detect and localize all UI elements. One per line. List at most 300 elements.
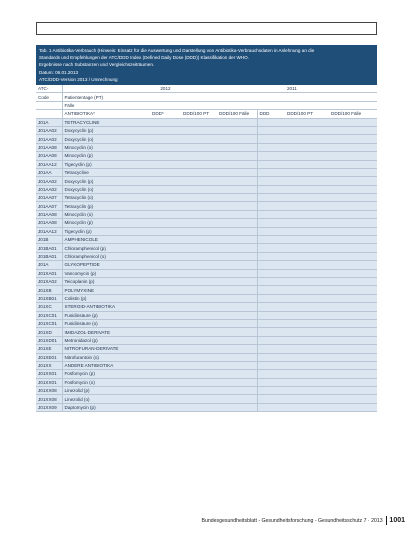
value-cell: [181, 336, 217, 344]
value-cell: [285, 345, 329, 353]
table-row: [36, 328, 377, 336]
value-cell: [257, 387, 285, 395]
atc-code: J01AA08: [36, 152, 62, 160]
value-cell: [257, 361, 285, 369]
substance-name: Doxycyclin (o): [62, 135, 150, 143]
table-row: [36, 210, 377, 218]
table-row: [36, 395, 377, 403]
table-row: [36, 202, 377, 210]
substance-name: Tigecyclin (p): [62, 160, 150, 168]
atc-code: J01XA01: [36, 269, 62, 277]
value-cell: [150, 168, 181, 176]
value-cell: [257, 395, 285, 403]
value-cell: [285, 185, 329, 193]
table-row: [36, 227, 377, 235]
value-cell: [181, 303, 217, 311]
value-cell: [285, 118, 329, 126]
value-cell: [217, 336, 257, 344]
atc-code: J01AA02: [36, 177, 62, 185]
value-cell: [181, 135, 217, 143]
value-cell: [150, 336, 181, 344]
value-cell: [285, 378, 329, 386]
table-row: [36, 403, 377, 411]
value-cell: [217, 210, 257, 218]
value-cell: [285, 210, 329, 218]
value-cell: [257, 168, 285, 176]
value-cell: [150, 286, 181, 294]
value-cell: [329, 168, 377, 176]
value-cell: [257, 236, 285, 244]
value-cell: [285, 278, 329, 286]
value-cell: [150, 219, 181, 227]
value-cell: [257, 311, 285, 319]
substance-name: Fosfomycin (p): [62, 370, 150, 378]
substance-name: POLYMYXINE: [62, 286, 150, 294]
value-cell: [217, 160, 257, 168]
atc-code: J01XC01: [36, 311, 62, 319]
value-cell: [285, 152, 329, 160]
value-cell: [285, 269, 329, 277]
value-cell: [329, 378, 377, 386]
atc-code: J01AA02: [36, 135, 62, 143]
value-cell: [150, 118, 181, 126]
value-cell: [150, 278, 181, 286]
value-cell: [257, 303, 285, 311]
atc-header: ATC-: [36, 85, 62, 93]
value-cell: [217, 244, 257, 252]
table-row: [36, 286, 377, 294]
value-cell: [150, 160, 181, 168]
value-cell: [150, 227, 181, 235]
value-cell: [181, 227, 217, 235]
value-cell: [285, 395, 329, 403]
value-cell: [181, 269, 217, 277]
value-cell: [285, 168, 329, 176]
substance-name: Colistin (p): [62, 294, 150, 302]
substance-name: Tetracycline: [62, 168, 150, 176]
antibiotic-table: [36, 45, 377, 412]
substance-name: Chloramphenicol (o): [62, 252, 150, 260]
value-cell: [181, 168, 217, 176]
table-row: [36, 311, 377, 319]
atc-code: J01AA12: [36, 160, 62, 168]
substance-name: Vancomycin (p): [62, 269, 150, 277]
atc-code: J01XB01: [36, 294, 62, 302]
substance-name: Tetracyclin (p): [62, 202, 150, 210]
value-cell: [257, 261, 285, 269]
ddd-fall-header: DDD/100 Fälle: [217, 110, 257, 118]
value-cell: [285, 403, 329, 411]
year-2011: 2011: [285, 85, 329, 93]
value-cell: [285, 319, 329, 327]
value-cell: [217, 361, 257, 369]
value-cell: [257, 345, 285, 353]
atc-code: J01AA02: [36, 126, 62, 134]
value-cell: [257, 294, 285, 302]
substance-name: Daptomycin (p): [62, 403, 150, 411]
value-cell: [181, 345, 217, 353]
atc-code: J01XE: [36, 345, 62, 353]
value-cell: [181, 319, 217, 327]
value-cell: [257, 353, 285, 361]
value-cell: [285, 336, 329, 344]
value-cell: [257, 177, 285, 185]
value-cell: [329, 118, 377, 126]
value-cell: [285, 286, 329, 294]
value-cell: [181, 160, 217, 168]
atc-code: J01BA01: [36, 252, 62, 260]
value-cell: [329, 387, 377, 395]
value-cell: [150, 261, 181, 269]
atc-code: J01XX09: [36, 403, 62, 411]
value-cell: [181, 278, 217, 286]
value-cell: [257, 336, 285, 344]
table-row: [36, 194, 377, 202]
value-cell: [217, 269, 257, 277]
value-cell: [285, 252, 329, 260]
value-cell: [257, 227, 285, 235]
value-cell: [217, 353, 257, 361]
value-cell: [150, 236, 181, 244]
value-cell: [217, 143, 257, 151]
atc-code: J01A: [36, 261, 62, 269]
substance-name: ANDERE ANTIBIOTIKA: [62, 361, 150, 369]
value-cell: [181, 387, 217, 395]
value-cell: [329, 336, 377, 344]
value-cell: [285, 311, 329, 319]
value-cell: [285, 261, 329, 269]
value-cell: [217, 345, 257, 353]
ddd-header: DDD*: [150, 110, 181, 118]
caption-line: Tab. 1 Antibiotika-Verbrauch (Hinweis: Einsatz für die Auswertung und Darstellung von Antibiotika-Verbrauchsdaten in Anlehnung an die: [39, 48, 315, 53]
value-cell: [217, 387, 257, 395]
header-row-columns: [36, 110, 377, 118]
value-cell: [150, 403, 181, 411]
value-cell: [285, 370, 329, 378]
substance-name: Doxycyclin (o): [62, 185, 150, 193]
substance-name: Minocyclin (p): [62, 152, 150, 160]
value-cell: [150, 210, 181, 218]
value-cell: [329, 227, 377, 235]
atc-code: J01A: [36, 118, 62, 126]
substance-name: STEROID-ANTIBIOTIKA: [62, 303, 150, 311]
substance-name: Doxycyclin (p): [62, 177, 150, 185]
table-grid: [36, 85, 377, 412]
table-row: [36, 353, 377, 361]
value-cell: [181, 294, 217, 302]
caption-line: Standards und Empfehlungen der ATC/DDD Index (Defined Daily Dose (DDD)) Klassifikation der WHO.: [39, 55, 250, 61]
value-cell: [329, 152, 377, 160]
atc-code: J01XX08: [36, 387, 62, 395]
value-cell: [257, 135, 285, 143]
value-cell: [217, 378, 257, 386]
value-cell: [257, 278, 285, 286]
value-cell: [329, 395, 377, 403]
value-cell: [150, 387, 181, 395]
substance-name: Minocyclin (p): [62, 219, 150, 227]
value-cell: [329, 194, 377, 202]
value-cell: [329, 185, 377, 193]
value-cell: [181, 311, 217, 319]
value-cell: [329, 319, 377, 327]
table-row: [36, 345, 377, 353]
atc-code: J01XB: [36, 286, 62, 294]
table-row: [36, 303, 377, 311]
value-cell: [181, 378, 217, 386]
value-cell: [181, 202, 217, 210]
value-cell: [150, 126, 181, 134]
value-cell: [329, 236, 377, 244]
value-cell: [150, 252, 181, 260]
substance-name: Teicoplanin (p): [62, 278, 150, 286]
value-cell: [217, 278, 257, 286]
value-cell: [329, 370, 377, 378]
atc-code: J01AA07: [36, 194, 62, 202]
antibiotic-header: ANTIBIOTIKA*: [62, 110, 150, 118]
table-row: [36, 118, 377, 126]
atc-code: J01XD: [36, 328, 62, 336]
value-cell: [285, 244, 329, 252]
value-cell: [329, 126, 377, 134]
substance-name: Fosfomycin (o): [62, 378, 150, 386]
value-cell: [181, 252, 217, 260]
value-cell: [257, 126, 285, 134]
atc-code: J01XX01: [36, 378, 62, 386]
value-cell: [150, 177, 181, 185]
value-cell: [285, 126, 329, 134]
atc-code: J01AA02: [36, 185, 62, 193]
atc-code: J01AA08: [36, 210, 62, 218]
value-cell: [329, 177, 377, 185]
table-row: [36, 244, 377, 252]
value-cell: [329, 261, 377, 269]
value-cell: [181, 236, 217, 244]
value-cell: [285, 236, 329, 244]
atc-code: J01XE01: [36, 353, 62, 361]
value-cell: [257, 202, 285, 210]
value-cell: [285, 177, 329, 185]
value-cell: [329, 278, 377, 286]
table-row: [36, 387, 377, 395]
value-cell: [257, 252, 285, 260]
value-cell: [181, 244, 217, 252]
value-cell: [181, 403, 217, 411]
value-cell: [257, 378, 285, 386]
value-cell: [257, 370, 285, 378]
substance-name: AMPHENICOLE: [62, 236, 150, 244]
value-cell: [285, 194, 329, 202]
table-row: [36, 361, 377, 369]
substance-name: Minocyclin (o): [62, 143, 150, 151]
top-frame: [36, 22, 377, 35]
substance-name: Doxycyclin (p): [62, 126, 150, 134]
substance-name: Minocyclin (o): [62, 210, 150, 218]
value-cell: [217, 219, 257, 227]
header-row-cases: [36, 101, 377, 109]
table-row: [36, 126, 377, 134]
value-cell: [217, 403, 257, 411]
ddd-fall2-header: DDD/100 Fälle: [329, 110, 377, 118]
value-cell: [181, 118, 217, 126]
atc-code: J01XX: [36, 361, 62, 369]
value-cell: [217, 261, 257, 269]
table-row: [36, 143, 377, 151]
value-cell: [285, 143, 329, 151]
value-cell: [150, 244, 181, 252]
value-cell: [181, 261, 217, 269]
substance-name: Linezolid (o): [62, 395, 150, 403]
table-row: [36, 294, 377, 302]
atc-code: J01AA12: [36, 227, 62, 235]
value-cell: [257, 244, 285, 252]
value-cell: [329, 252, 377, 260]
table-row: [36, 135, 377, 143]
substance-name: Fusidinsäure (p): [62, 311, 150, 319]
value-cell: [329, 311, 377, 319]
value-cell: [217, 194, 257, 202]
value-cell: [181, 219, 217, 227]
value-cell: [150, 345, 181, 353]
value-cell: [181, 126, 217, 134]
value-cell: [217, 135, 257, 143]
table-row: [36, 152, 377, 160]
atc-code: J01AA07: [36, 202, 62, 210]
value-cell: [329, 143, 377, 151]
value-cell: [329, 160, 377, 168]
atc-code: J01XC: [36, 303, 62, 311]
value-cell: [329, 202, 377, 210]
substance-name: GLYKOPEPTIDE: [62, 261, 150, 269]
value-cell: [150, 185, 181, 193]
value-cell: [329, 244, 377, 252]
table-row: [36, 219, 377, 227]
patients-header: Patiententage (PT): [62, 93, 150, 101]
value-cell: [181, 353, 217, 361]
value-cell: [329, 294, 377, 302]
ddd-pt2-header: DDD/100 PT: [285, 110, 329, 118]
value-cell: [181, 370, 217, 378]
substance-name: Tigecyclin (p): [62, 227, 150, 235]
caption-line: Datum: 06.01.2013: [39, 69, 79, 75]
table-row: [36, 177, 377, 185]
value-cell: [217, 152, 257, 160]
substance-name: Tetracyclin (o): [62, 194, 150, 202]
table-row: [36, 236, 377, 244]
page-number: 1001: [389, 517, 405, 524]
substance-name: Fusidinsäure (o): [62, 319, 150, 327]
value-cell: [257, 210, 285, 218]
value-cell: [217, 168, 257, 176]
value-cell: [150, 152, 181, 160]
value-cell: [181, 210, 217, 218]
value-cell: [257, 328, 285, 336]
value-cell: [181, 177, 217, 185]
value-cell: [257, 286, 285, 294]
value-cell: [150, 378, 181, 386]
substance-name: IMIDAZOL-DERIVATE: [62, 328, 150, 336]
value-cell: [181, 152, 217, 160]
table-caption: [36, 45, 377, 85]
value-cell: [285, 353, 329, 361]
atc-code: J01XD01: [36, 336, 62, 344]
atc-code: J01AA: [36, 168, 62, 176]
value-cell: [329, 286, 377, 294]
table-row: [36, 378, 377, 386]
cases-header: Fälle: [62, 101, 150, 109]
value-cell: [150, 361, 181, 369]
value-cell: [329, 135, 377, 143]
value-cell: [217, 303, 257, 311]
value-cell: [257, 152, 285, 160]
value-cell: [329, 403, 377, 411]
value-cell: [257, 194, 285, 202]
value-cell: [150, 202, 181, 210]
value-cell: [181, 328, 217, 336]
value-cell: [329, 328, 377, 336]
substance-name: Metronidazol (p): [62, 336, 150, 344]
ddd2-header: DDD: [257, 110, 285, 118]
header-row-years: [36, 85, 377, 93]
footer-separator: [386, 516, 387, 525]
table-row: [36, 252, 377, 260]
substance-name: Nitrofurantoin (o): [62, 353, 150, 361]
value-cell: [217, 227, 257, 235]
value-cell: [285, 294, 329, 302]
substance-name: NITROFURAN-DERIVATE: [62, 345, 150, 353]
value-cell: [150, 143, 181, 151]
value-cell: [217, 286, 257, 294]
table-row: [36, 261, 377, 269]
value-cell: [329, 269, 377, 277]
value-cell: [217, 177, 257, 185]
table-row: [36, 336, 377, 344]
value-cell: [150, 353, 181, 361]
value-cell: [181, 185, 217, 193]
substance-name: Linezolid (p): [62, 387, 150, 395]
value-cell: [217, 118, 257, 126]
value-cell: [217, 370, 257, 378]
value-cell: [285, 303, 329, 311]
caption-line: Ergebnisse nach Substanzen und Vergleichszeiträumen.: [39, 62, 155, 68]
substance-name: Chloramphenicol (p): [62, 244, 150, 252]
value-cell: [217, 126, 257, 134]
table-row: [36, 370, 377, 378]
value-cell: [150, 135, 181, 143]
value-cell: [257, 143, 285, 151]
value-cell: [217, 311, 257, 319]
value-cell: [181, 286, 217, 294]
value-cell: [217, 294, 257, 302]
table-row: [36, 269, 377, 277]
value-cell: [257, 319, 285, 327]
value-cell: [257, 185, 285, 193]
value-cell: [150, 328, 181, 336]
table-row: [36, 168, 377, 176]
value-cell: [285, 227, 329, 235]
table-row: [36, 319, 377, 327]
value-cell: [285, 202, 329, 210]
table-row: [36, 278, 377, 286]
value-cell: [285, 328, 329, 336]
value-cell: [181, 143, 217, 151]
value-cell: [285, 361, 329, 369]
value-cell: [150, 370, 181, 378]
ddd-pt-header: DDD/100 PT: [181, 110, 217, 118]
value-cell: [181, 395, 217, 403]
code-header: Code: [36, 93, 62, 101]
value-cell: [257, 118, 285, 126]
atc-code: J01BA01: [36, 244, 62, 252]
